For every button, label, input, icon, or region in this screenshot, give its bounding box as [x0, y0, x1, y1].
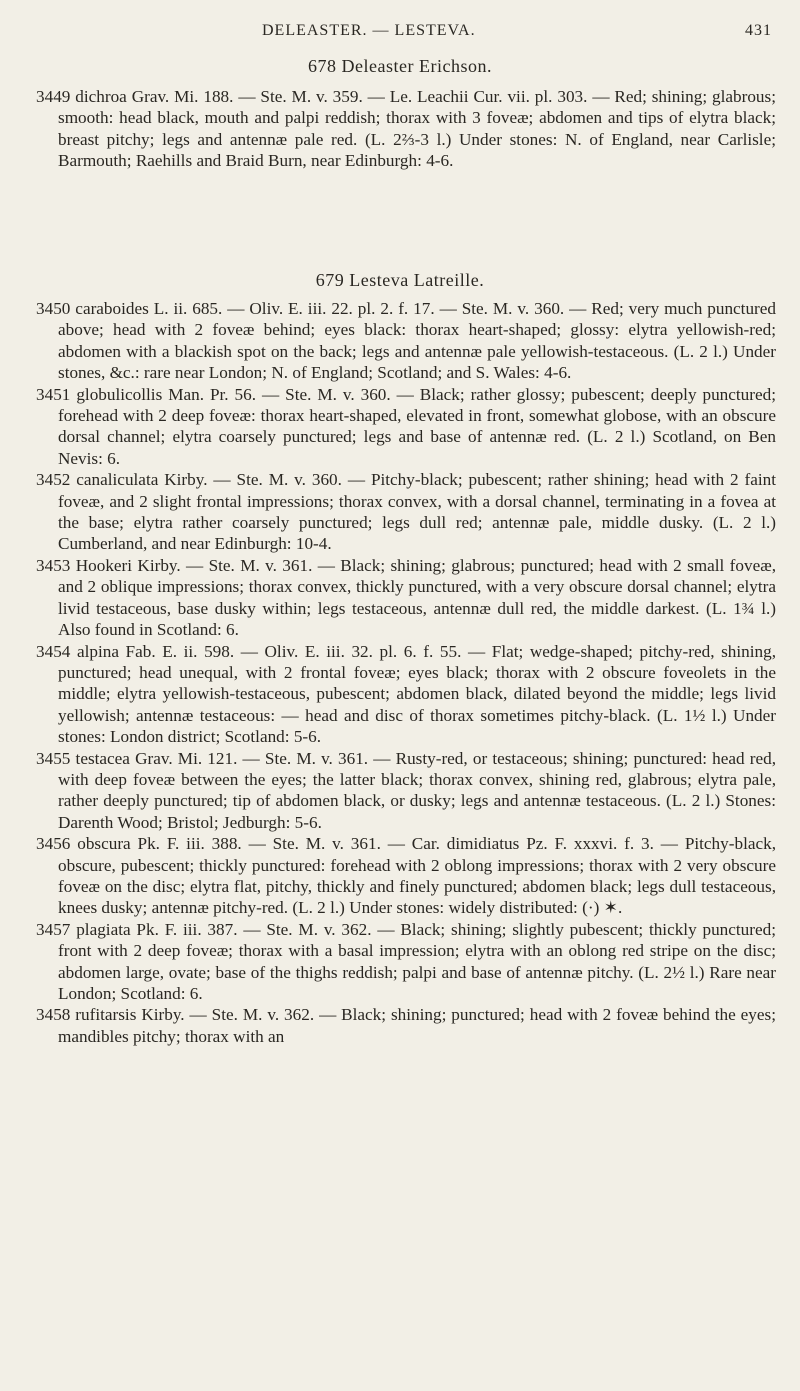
species-entry-3456: 3456 obscura Pk. F. iii. 388. — Ste. M. v. 361. — Car. dimidiatus Pz. F. xxxvi. f. 3. — Pitchy-black, obscure, pubescent; thickly punctured: forehead with 2 oblong impressions; thorax with 2 very obscure foveæ on the disc; elytra flat, pitchy, thickly and finely punctured; abdomen black; legs dull testaceous, knees dusky; antennæ pitchy-red. (L. 2 l.) Under stones: widely distributed: (·) ✶.	[36, 834, 776, 918]
species-entry-3457: 3457 plagiata Pk. F. iii. 387. — Ste. M. v. 362. — Black; shining; slightly pubescent; thickly punctured; front with 2 deep foveæ; thorax with a basal impression; elytra with an oblong red stripe on the disc; abdomen large, ovate; base of the thighs reddish; palpi and base of antennæ pitchy. (L. 2½ l.) Rare near London; Scotland: 6.	[36, 919, 776, 1003]
species-list-lesteva	[36, 298, 776, 1047]
running-header	[0, 22, 800, 42]
genus-heading-deleaster: 678 Deleaster Erichson.	[308, 56, 492, 76]
species-entry-3450: 3450 caraboides L. ii. 685. — Oliv. E. iii. 22. pl. 2. f. 17. — Ste. M. v. 360. — Red; very much punctured above; head with 2 foveæ behind; eyes black: thorax heart-shaped; glossy: elytra yellowish-red; abdomen with a blackish spot on the back; legs and antennæ pale yellowish-testaceous. (L. 2 l.) Under stones, &c.: rare near London; N. of England; Scotland; and S. Wales: 4-6.	[36, 299, 776, 383]
running-title: DELEASTER. — LESTEVA.	[262, 22, 476, 39]
species-entry-3451: 3451 globulicollis Man. Pr. 56. — Ste. M. v. 360. — Black; rather glossy; pubescent; deeply punctured; forehead with 2 deep foveæ: thorax heart-shaped, elevated in front, somewhat globose, with an obscure dorsal channel; elytra coarsely punctured; legs and base of antennæ red. (L. 2 l.) Scotland, on Ben Nevis: 6.	[36, 384, 776, 468]
genus-heading-lesteva: 679 Lesteva Latreille.	[315, 270, 485, 290]
species-entry-3458: 3458 rufitarsis Kirby. — Ste. M. v. 362. — Black; shining; punctured; head with 2 foveæ behind the eyes; mandibles pitchy; thorax with an	[36, 1005, 776, 1046]
species-entry-3453: 3453 Hookeri Kirby. — Ste. M. v. 361. — Black; shining; glabrous; punctured; head with 2 small foveæ, and 2 oblique impressions; thorax convex, thickly punctured, with a very obscure dorsal channel; elytra livid testaceous, base dusky within; legs testaceous, antennæ dull red, the middle darkest. (L. 1¾ l.) Also found in Scotland: 6.	[36, 555, 776, 640]
species-entry-3452: 3452 canaliculata Kirby. — Ste. M. v. 360. — Pitchy-black; pubescent; rather shining; head with 2 faint foveæ, and 2 slight frontal impressions; thorax convex, with a dorsal channel, terminating in a fovea at the base; elytra rather coarsely punctured; legs dull red; antennæ pale, middle dusky. (L. 2 l.) Cumberland, and near Edinburgh: 10-4.	[36, 470, 776, 554]
species-entry-3454: 3454 alpina Fab. E. ii. 598. — Oliv. E. iii. 32. pl. 6. f. 55. — Flat; wedge-shaped; pitchy-red, shining, punctured; head unequal, with 2 frontal foveæ; eyes black; thorax with 2 obscure foveolets in the middle; elytra yellowish-testaceous, pubescent; abdomen black, dilated beyond the middle; legs livid yellowish; antennæ testaceous: — head and disc of thorax sometimes pitchy-black. (L. 1½ l.) Under stones: London district; Scotland: 5-6.	[36, 641, 776, 747]
page-number: 431	[745, 22, 772, 39]
species-entry-3449: 3449 dichroa Grav. Mi. 188. — Ste. M. v. 359. — Le. Leachii Cur. vii. pl. 303. — Red; shining; glabrous; smooth: head black, mouth and palpi reddish; thorax with 3 foveæ; abdomen and tips of elytra black; breast pitchy; legs and antennæ pale red. (L. 2⅔-3 l.) Under stones: N. of England, near Carlisle; Barmouth; Raehills and Braid Burn, near Edinburgh: 4-6.	[36, 87, 776, 171]
species-entry-3455: 3455 testacea Grav. Mi. 121. — Ste. M. v. 361. — Rusty-red, or testaceous; shining; punctured: head red, with deep foveæ between the eyes; the latter black; thorax convex, shining red, glabrous; elytra pale, rather deeply punctured; tip of abdomen black, or dusky; legs and antennæ testaceous. (L. 2 l.) Stones: Darenth Wood; Bristol; Jedburgh: 5-6.	[36, 748, 776, 832]
species-list-deleaster	[36, 86, 776, 172]
